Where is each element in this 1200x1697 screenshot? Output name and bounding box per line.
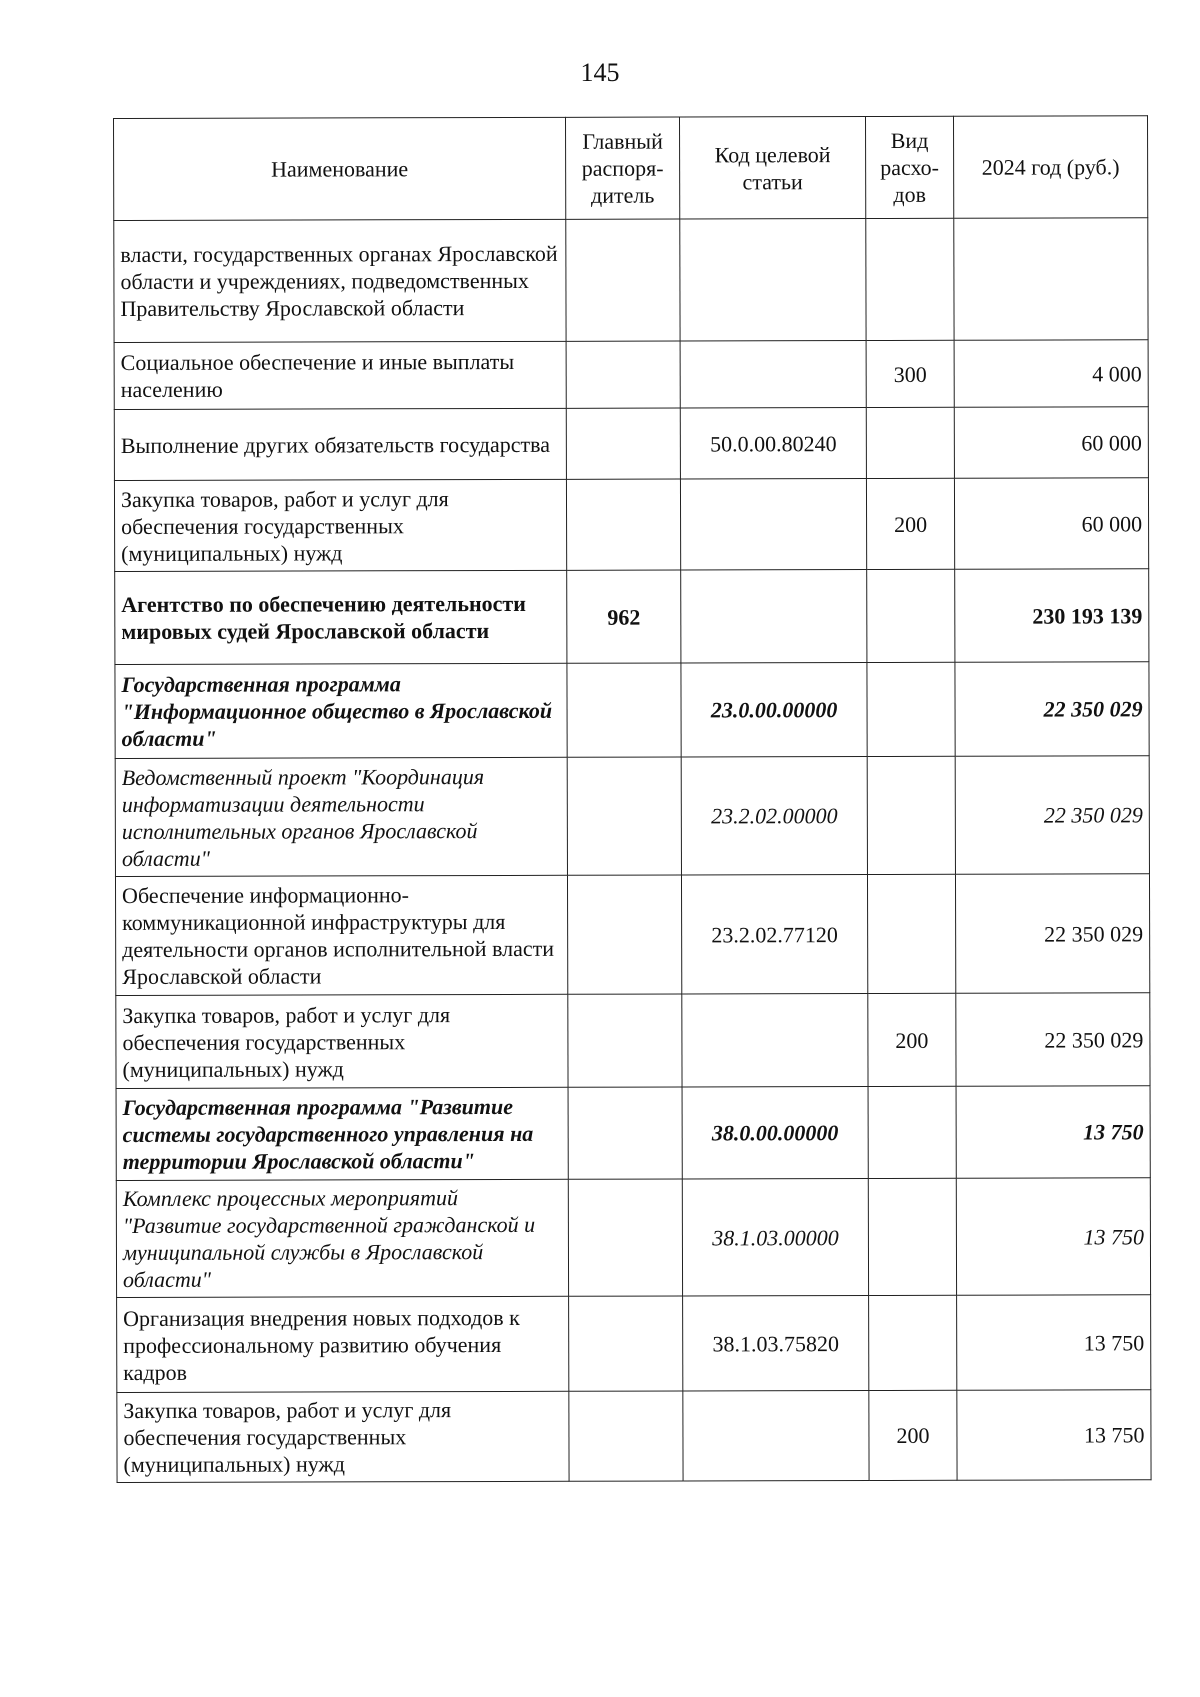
row-name-cell: Социальное обеспечение и иные выплаты населению	[114, 341, 566, 409]
header-expense-type: Вид расхо-дов	[865, 116, 953, 218]
row-distributor-cell	[567, 875, 681, 994]
row-target-code-cell: 50.0.00.80240	[680, 408, 866, 479]
row-expense-type-cell	[866, 218, 954, 340]
row-expense-type-cell	[867, 569, 955, 662]
table-row	[117, 1390, 1151, 1483]
row-expense-type-cell	[868, 1178, 956, 1295]
row-target-code-cell	[681, 570, 867, 663]
budget-table	[113, 115, 1152, 1483]
row-distributor-cell	[569, 1296, 683, 1391]
table-row	[115, 662, 1149, 759]
row-target-code-cell: 23.2.02.00000	[681, 757, 867, 875]
row-amount-cell: 13 750	[956, 1086, 1150, 1179]
header-amount: 2024 год (руб.)	[953, 116, 1147, 219]
row-amount-cell: 13 750	[957, 1295, 1151, 1391]
table-row	[114, 340, 1148, 410]
header-name: Наименование	[114, 117, 566, 220]
table-row	[115, 756, 1149, 877]
row-distributor-cell	[566, 479, 680, 570]
row-amount-cell: 230 193 139	[955, 569, 1149, 663]
table-row	[116, 993, 1150, 1089]
table-row	[115, 569, 1149, 665]
header-distributor: Главный распоря-дитель	[565, 117, 679, 219]
row-target-code-cell	[682, 994, 868, 1087]
header-target-code: Код целевой статьи	[679, 117, 865, 219]
row-target-code-cell: 38.0.00.00000	[682, 1087, 868, 1179]
row-distributor-cell	[567, 663, 681, 757]
row-name-cell: Государственная программа "Информационное общество в Ярославской области"	[115, 663, 567, 758]
page-number: 145	[580, 58, 620, 87]
row-target-code-cell	[680, 219, 866, 341]
row-expense-type-cell	[867, 756, 955, 874]
row-expense-type-cell	[869, 1295, 957, 1390]
row-name-cell: власти, государственных органах Ярославской области и учреждениях, подведомственных Правительству Ярославской области	[114, 219, 566, 342]
row-expense-type-cell: 300	[866, 340, 954, 407]
table-row	[115, 874, 1149, 996]
row-distributor-cell	[568, 1179, 682, 1296]
row-amount-cell: 22 350 029	[955, 756, 1149, 875]
row-name-cell: Организация внедрения новых подходов к профессиональному развитию обучения кадров	[117, 1296, 569, 1392]
row-target-code-cell: 38.1.03.00000	[682, 1179, 868, 1296]
row-name-cell: Обеспечение информационно-коммуникационной инфраструктуры для деятельности органов исполнительной власти Ярославской области	[115, 875, 567, 995]
row-expense-type-cell	[867, 662, 955, 756]
row-expense-type-cell: 200	[866, 478, 954, 569]
row-amount-cell: 22 350 029	[955, 662, 1149, 757]
row-distributor-cell	[568, 994, 682, 1087]
row-expense-type-cell: 200	[869, 1390, 957, 1480]
row-distributor-cell	[566, 341, 680, 408]
row-amount-cell: 4 000	[954, 340, 1148, 408]
row-target-code-cell	[680, 341, 866, 408]
row-name-cell: Закупка товаров, работ и услуг для обеспечения государственных (муниципальных) нужд	[116, 994, 568, 1088]
table-row	[116, 1178, 1150, 1298]
row-expense-type-cell	[867, 874, 955, 993]
row-amount-cell	[954, 218, 1148, 341]
row-name-cell: Закупка товаров, работ и услуг для обеспечения государственных (муниципальных) нужд	[114, 479, 566, 571]
row-target-code-cell: 23.0.00.00000	[681, 663, 867, 757]
row-name-cell: Комплекс процессных мероприятий "Развитие государственной гражданской и муниципальной службы в Ярославской области"	[116, 1179, 568, 1297]
row-name-cell: Ведомственный проект "Координация информатизации деятельности исполнительных органов Ярославской области"	[115, 757, 567, 876]
row-target-code-cell: 38.1.03.75820	[683, 1296, 869, 1391]
row-target-code-cell: 23.2.02.77120	[681, 875, 867, 994]
row-expense-type-cell	[868, 1086, 956, 1178]
row-expense-type-cell: 200	[868, 993, 956, 1086]
table-row	[114, 478, 1148, 572]
row-expense-type-cell	[866, 407, 954, 478]
row-amount-cell: 22 350 029	[956, 993, 1150, 1087]
row-distributor-cell	[567, 757, 681, 875]
row-name-cell: Государственная программа "Развитие системы государственного управления на территории Ярославской области"	[116, 1087, 568, 1180]
row-amount-cell: 60 000	[954, 478, 1148, 570]
row-name-cell: Закупка товаров, работ и услуг для обеспечения государственных (муниципальных) нужд	[117, 1391, 569, 1482]
row-distributor-cell	[568, 1087, 682, 1179]
table-row	[117, 1295, 1151, 1393]
row-name-cell: Агентство по обеспечению деятельности мировых судей Ярославской области	[115, 570, 567, 664]
row-target-code-cell	[680, 479, 866, 570]
row-amount-cell: 22 350 029	[955, 874, 1149, 994]
table-header	[114, 116, 1148, 221]
row-distributor-cell: 962	[567, 570, 681, 663]
row-amount-cell: 13 750	[956, 1178, 1150, 1296]
table-row	[116, 1086, 1150, 1181]
row-name-cell: Выполнение других обязательств государства	[114, 408, 566, 480]
row-amount-cell: 60 000	[954, 407, 1148, 479]
row-amount-cell: 13 750	[957, 1390, 1151, 1481]
row-distributor-cell	[566, 408, 680, 479]
row-target-code-cell	[683, 1391, 869, 1481]
row-distributor-cell	[569, 1391, 683, 1481]
table-body	[114, 218, 1151, 1483]
table-row	[114, 218, 1148, 343]
table-row	[114, 407, 1148, 481]
row-distributor-cell	[566, 219, 680, 341]
